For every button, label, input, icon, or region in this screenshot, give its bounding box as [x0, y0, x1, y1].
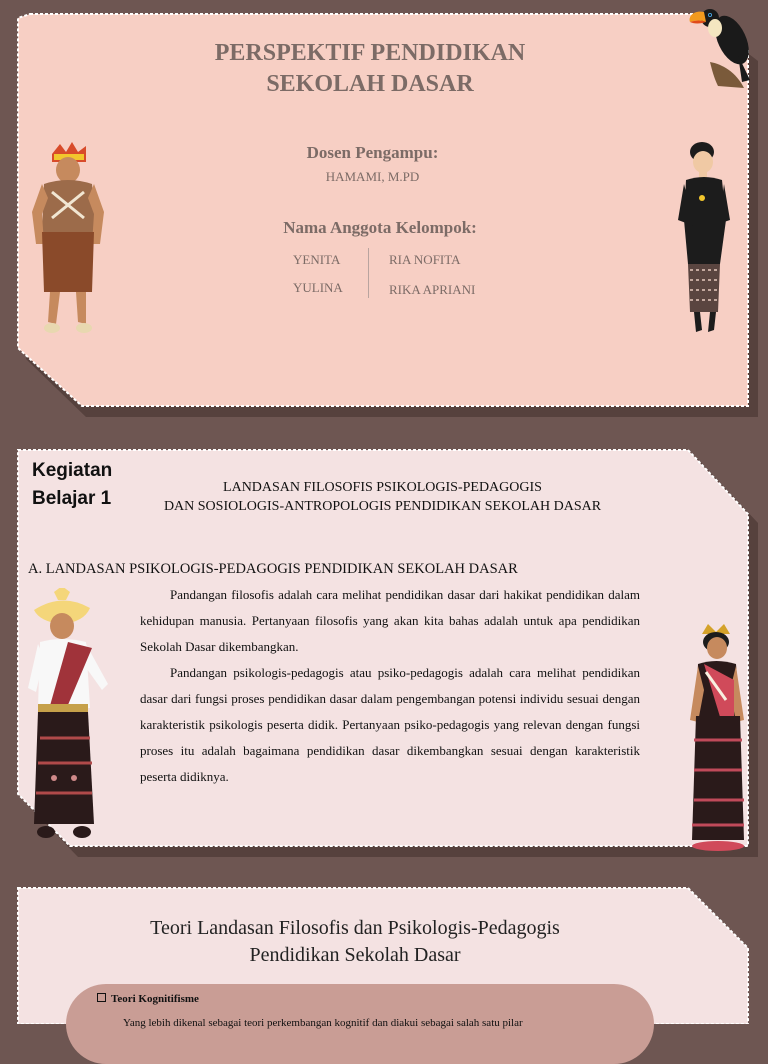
theory-title — [110, 915, 600, 969]
heading-line-2: DAN SOSIOLOGIS-ANTROPOLOGIS PENDIDIKAN SEKOLAH DASAR — [163, 499, 602, 514]
bullet-title: Teori Kognitifisme — [111, 993, 199, 1005]
kebaya-figure — [676, 140, 736, 340]
title-line-1: PERSPEKTIF PENDIDIKAN — [214, 40, 526, 66]
member-divider — [368, 248, 369, 298]
content-slide — [0, 440, 768, 860]
member-name: RIKA APRIANI — [389, 282, 476, 297]
checkbox-bullet-icon — [97, 993, 106, 1002]
ntt-man-figure — [24, 588, 112, 850]
activity-label-line-1: Kegiatan — [32, 460, 113, 481]
member-name: RIA NOFITA — [389, 252, 461, 267]
activity-label-line-2: Belajar 1 — [32, 488, 112, 509]
dosen-name: HAMAMI, M.PD — [325, 169, 420, 184]
title-slide — [0, 0, 768, 420]
member-name: YENITA — [293, 252, 341, 267]
paragraph: Pandangan psikologis-pedagogis atau psiko-pedagogis adalah cara melihat pendidikan dasar dari fungsi proses pendidikan dasar dalam pengembangan potensi individu sesuai dengan karakteristik psikologis peserta didik. Pertanyaan psiko-pedagogis yang relevan dengan fungsi proses itu adalah bagaimana pendidikan dasar dikembangkan sesuai dengan karakteristik peserta didiknya. — [140, 665, 640, 784]
dosen-label: Dosen Pengampu: — [306, 143, 439, 162]
subsection-heading: A. LANDASAN PSIKOLOGIS-PEDAGOGIS PENDIDIKAN SEKOLAH DASAR — [28, 561, 518, 577]
toucan-icon — [688, 0, 756, 90]
paragraph: Pandangan filosofis adalah cara melihat pendidikan dasar dari hakikat pendidikan dalam kehidupan manusia. Pertanyaan filosofis yang akan kita bahas adalah untuk apa pendidikan Sekolah Dasar dikembangkan. — [140, 587, 640, 654]
theory-slide — [0, 880, 768, 1029]
member-name: YULINA — [293, 280, 343, 295]
heading-line-1: LANDASAN FILOSOFIS PSIKOLOGIS-PEDAGOGIS — [223, 480, 542, 495]
theory-title-line-1: Teori Landasan Filosofis dan Psikologis-Pedagogis — [150, 917, 560, 939]
title-line-2: SEKOLAH DASAR — [266, 71, 474, 97]
theory-title-line-2: Pendidikan Sekolah Dasar — [249, 944, 461, 966]
ntt-woman-figure — [684, 620, 750, 854]
body-text — [140, 582, 640, 790]
members-label: Nama Anggota Kelompok: — [283, 218, 477, 237]
page-title — [150, 38, 590, 100]
section-heading — [110, 478, 655, 516]
bullet-text: Yang lebih dikenal sebagai teori perkembangan kognitif dan diakui sebagai salah satu pilar — [123, 1017, 523, 1029]
activity-label — [32, 457, 112, 513]
papuan-figure — [30, 140, 106, 340]
bullet-item — [97, 993, 199, 1005]
